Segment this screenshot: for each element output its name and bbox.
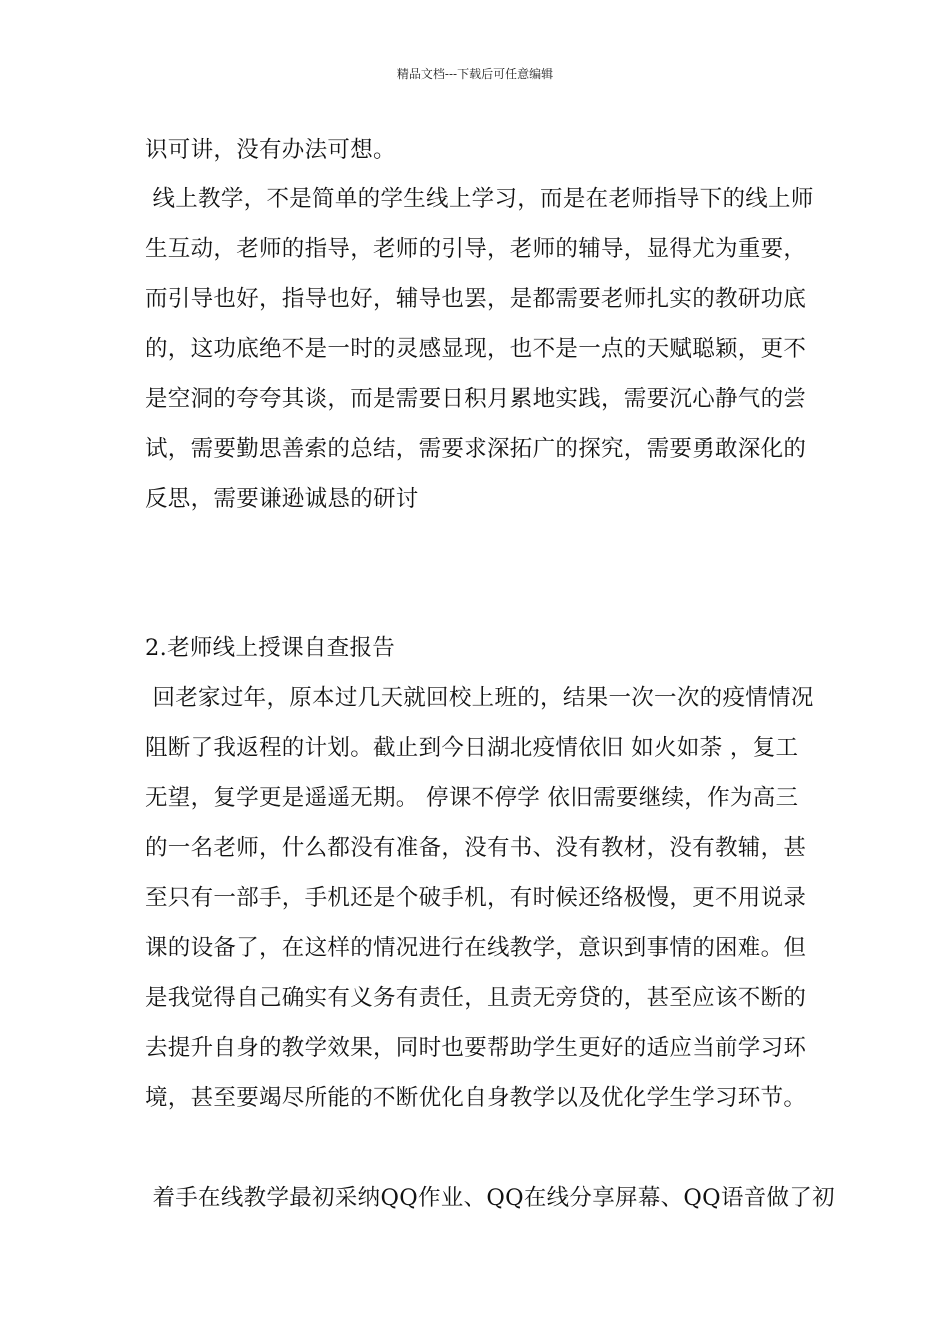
text-line: 的一名老师，什么都没有准备，没有书、没有教材，没有教辅，甚 [145, 835, 807, 861]
page-header: 精品文档---下载后可任意编辑 [396, 67, 554, 81]
text-line: 是我觉得自己确实有义务有责任，且责无旁贷的，甚至应该不断的 [145, 985, 807, 1011]
text-line: 回老家过年，原本过几天就回校上班的，结果一次一次的疫情情况 [145, 685, 814, 711]
section-heading: 2.老师线上授课自查报告 [145, 635, 396, 661]
text-line: 识可讲，没有办法可想。 [145, 137, 396, 163]
text-line: 反思，需要谦逊诚恳的研讨 [145, 486, 419, 512]
text-line: 课的设备了，在这样的情况进行在线教学，意识到事情的困难。但 [145, 935, 807, 961]
text-line: 的，这功底绝不是一时的灵感显现，也不是一点的天赋聪颖，更不 [145, 336, 807, 362]
text-line: 线上教学，不是简单的学生线上学习，而是在老师指导下的线上师 [145, 186, 814, 212]
text-line: 而引导也好，指导也好，辅导也罢，是都需要老师扎实的教研功底 [145, 286, 807, 312]
text-line: 试，需要勤思善索的总结，需要求深拓广的探究，需要勇敢深化的 [145, 436, 807, 462]
text-line: 无望，复学更是遥遥无期。 停课不停学 依旧需要继续，作为高三 [145, 785, 799, 811]
text-line: 阻断了我返程的计划。截止到今日湖北疫情依旧 如火如荼 ，复工 [145, 735, 799, 761]
text-line: 生互动，老师的指导，老师的引导，老师的辅导，显得尤为重要， [145, 236, 807, 262]
text-line: 境，甚至要竭尽所能的不断优化自身教学以及优化学生学习环节。 [145, 1085, 807, 1111]
text-line: 去提升自身的教学效果，同时也要帮助学生更好的适应当前学习环 [145, 1035, 807, 1061]
text-line: 是空洞的夸夸其谈，而是需要日积月累地实践，需要沉心静气的尝 [145, 386, 807, 412]
text-line: 着手在线教学最初采纳QQ作业、QQ在线分享屏幕、QQ语音做了初 [145, 1185, 835, 1211]
text-line: 至只有一部手，手机还是个破手机，有时候还络极慢，更不用说录 [145, 885, 807, 911]
